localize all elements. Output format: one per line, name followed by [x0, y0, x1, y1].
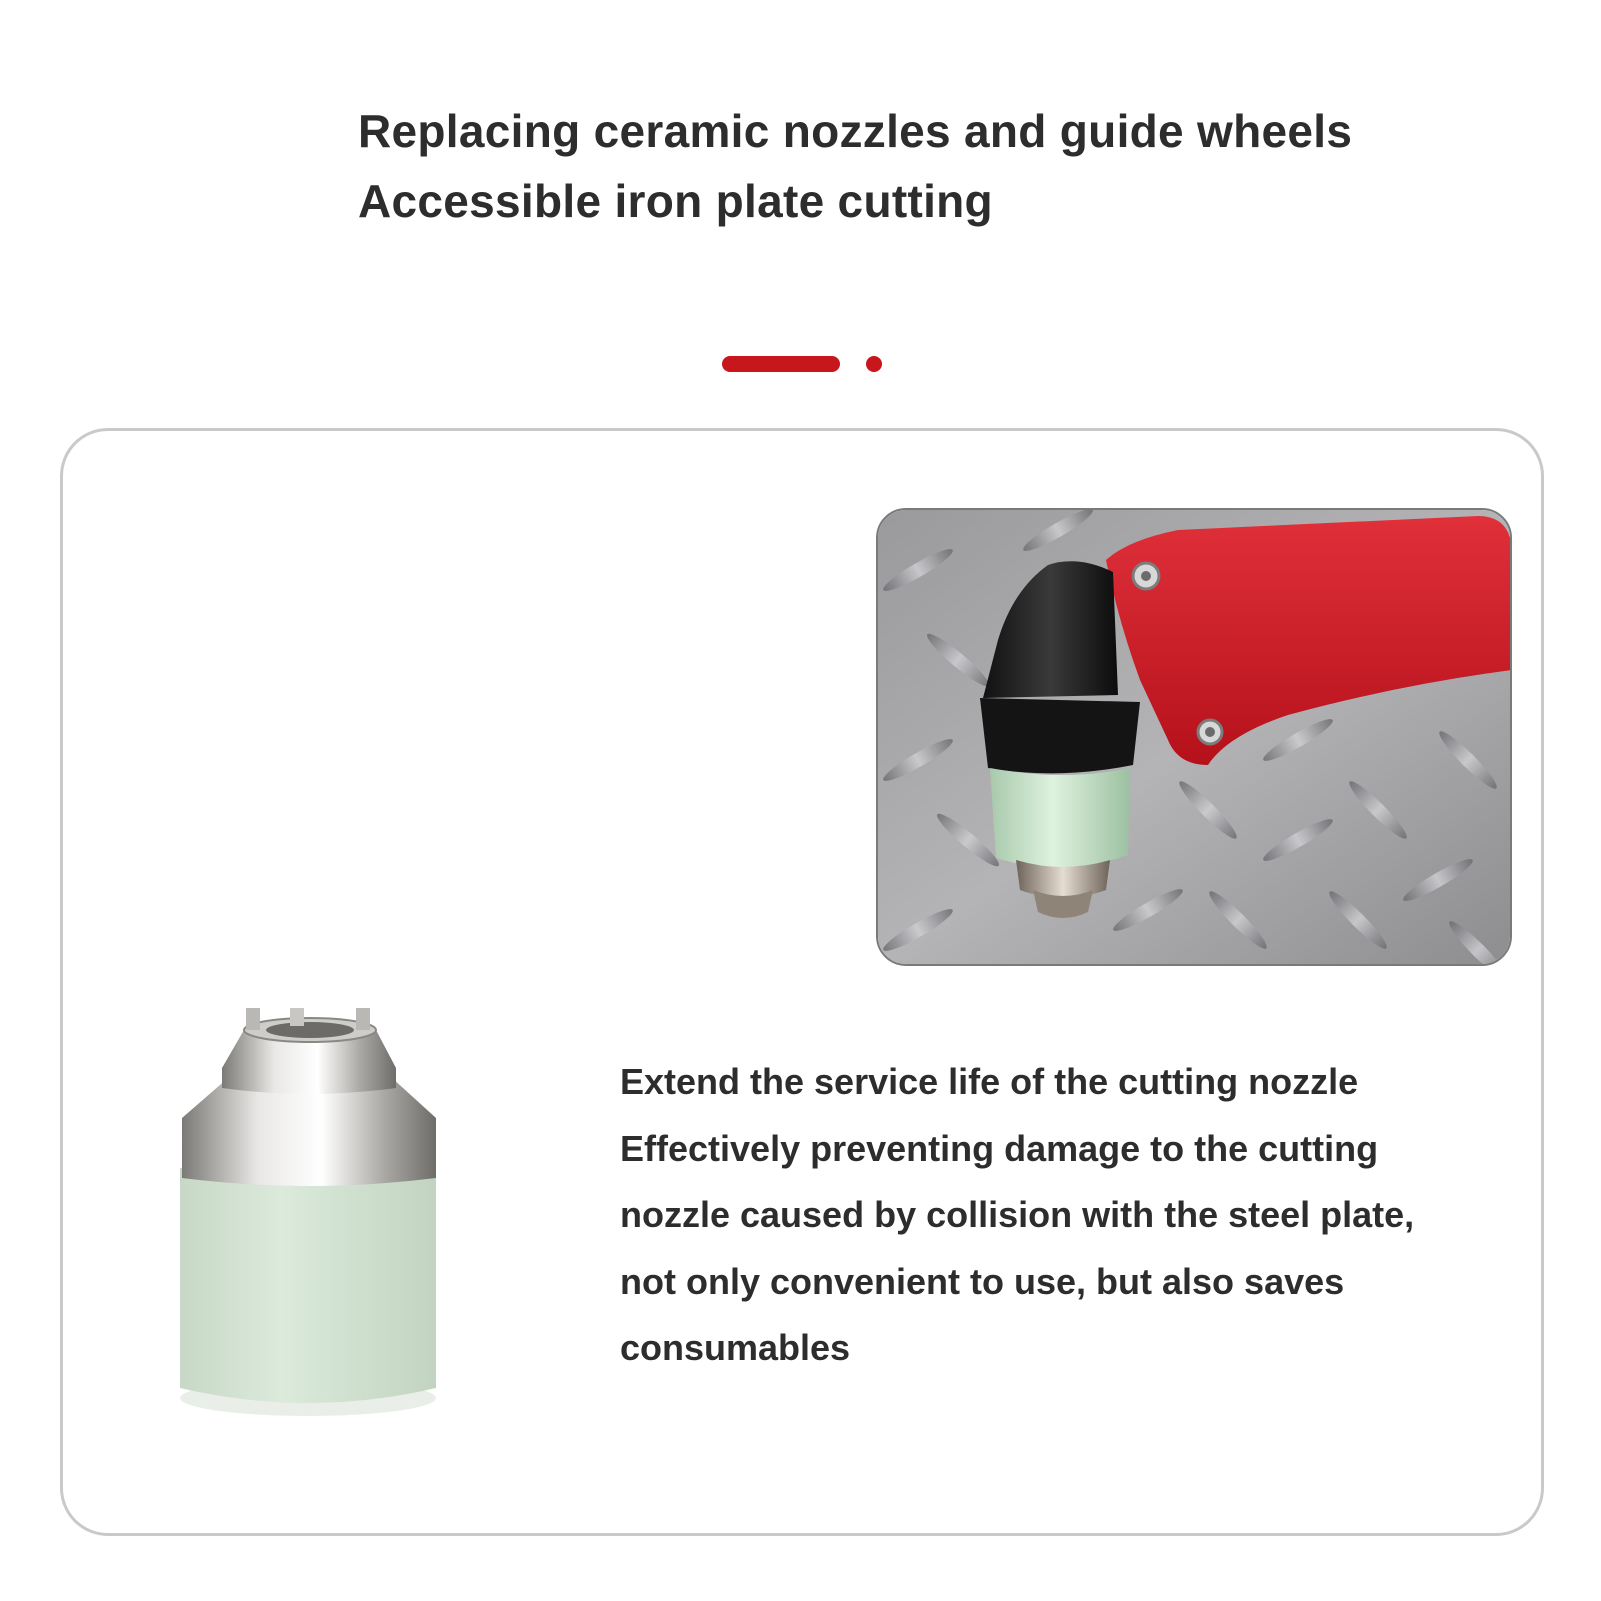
headline [358, 96, 1518, 236]
headline-line-2: Accessible iron plate cutting [358, 175, 993, 227]
feature-description [620, 1049, 1520, 1382]
description-line-3: nozzle caused by collision with the steel plate, [620, 1194, 1415, 1235]
ceramic-nozzle-image [170, 1008, 450, 1428]
headline-line-1: Replacing ceramic nozzles and guide wheels [358, 105, 1353, 157]
description-line-5: consumables [620, 1327, 851, 1368]
torch-cutting-photo [876, 508, 1512, 966]
description-line-2: Effectively preventing damage to the cutting [620, 1127, 1379, 1169]
divider-bar [722, 356, 840, 372]
description-line-4: not only convenient to use, but also saves [620, 1260, 1345, 1302]
description-line-1: Extend the service life of the cutting nozzle [620, 1061, 1359, 1102]
divider-dot [866, 356, 882, 372]
section-divider [722, 356, 882, 372]
